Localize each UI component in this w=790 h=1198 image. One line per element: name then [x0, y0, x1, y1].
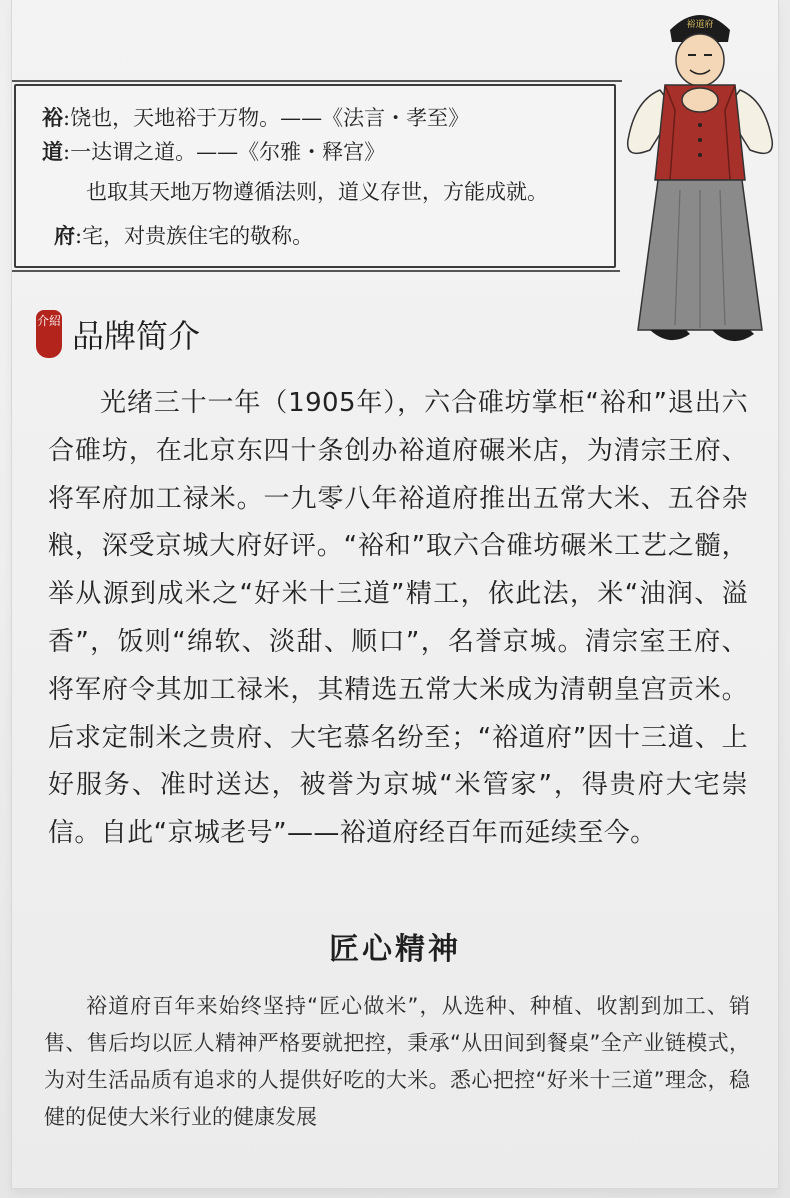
definition-box [14, 84, 616, 268]
definition-dao-label: 道 [42, 139, 63, 164]
spirit-paragraph: 裕道府百年来始终坚持“匠心做米”，从选种、种植、收割到加工、销售、售后均以匠人精神严格要就把控，秉承“从田间到餐桌”全产业链模式，为对生活品质有追求的人提供好吃的大米。悉心把控“好米十三道”理念，稳健的促使大米行业的健康发展 [44, 994, 750, 1129]
definition-fu-label: 府 [54, 223, 75, 248]
spirit-title: 匠心精神 [329, 932, 461, 967]
steward-figure-illustration [620, 0, 780, 360]
definition-dao [42, 136, 385, 166]
definition-fu-text: :宅，对贵族住宅的敬称。 [75, 224, 314, 248]
definition-yu-text: :饶也，天地裕于万物。——《法言・孝至》 [63, 106, 470, 130]
intro-seal-icon: 介紹 [36, 310, 62, 358]
hat-text: 裕道府 [686, 20, 714, 30]
definition-yu-label: 裕 [42, 105, 63, 130]
brand-intro-title: 品牌简介 [72, 317, 201, 355]
definition-fu [54, 220, 313, 250]
definition-dao-text: :一达谓之道。——《尔雅・释宫》 [63, 140, 386, 164]
definition-extra: 也取其天地万物遵循法则，道义存世，方能成就。 [86, 180, 548, 204]
definition-yu [42, 102, 469, 132]
brand-intro-heading [36, 310, 200, 358]
brand-intro-paragraph: 光绪三十一年（1905年），六合碓坊掌柜“裕和”退出六合碓坊，在北京东四十条创办裕道府碾米店，为清宗王府、将军府加工禄米。一九零八年裕道府推出五常大米、五谷杂粮，深受京城大府好评。“裕和”取六合碓坊碾米工艺之髓，举从源到成米之“好米十三道”精工，依此法，米“油润、溢香”，饭则“绵软、淡甜、顺口”，名誉京城。清宗室王府、将军府令其加工禄米，其精选五常大米成为清朝皇宫贡米。后求定制米之贵府、大宅慕名纷至；“裕道府”因十三道、上好服务、准时送达，被誉为京城“米管家”，得贵府大宅崇信。自此“京城老号”——裕道府经百年而延续至今。 [48, 388, 748, 849]
